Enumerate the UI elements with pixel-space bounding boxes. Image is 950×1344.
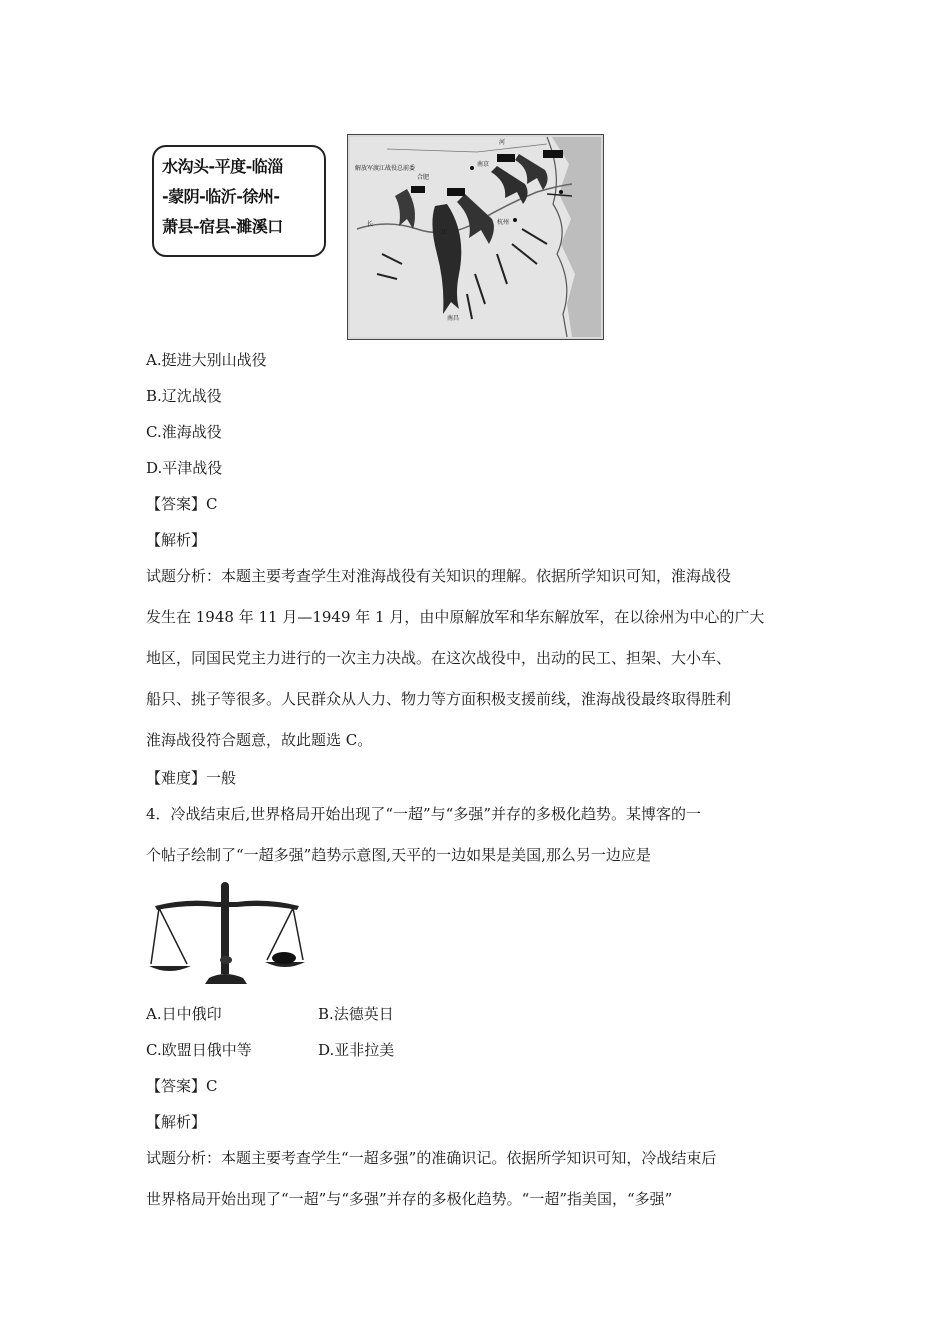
map-label-he: 河: [499, 139, 506, 146]
q3-analysis-line-2: 发生在 1948 年 11 月—1949 年 1 月，由中原解放军和华东解放军，在以徐州为中心的广大: [146, 608, 765, 626]
q4-question-line-1: 4．冷战结束后,世界格局开始出现了“一超”与“多强”并存的多极化趋势。某博客的一: [146, 805, 701, 823]
balance-scale-icon: [147, 880, 307, 990]
map-label-jiang: 江: [441, 229, 448, 236]
q3-difficulty: 【难度】一般: [146, 769, 237, 787]
q4-analysis-line-2: 世界格局开始出现了“一超”与“多强”并存的多极化趋势。“一超”指美国，“多强”: [146, 1190, 673, 1208]
q4-answer: 【答案】C: [146, 1077, 218, 1095]
route-box: [152, 145, 326, 257]
q3-analysis-line-5: 淮海战役符合题意，故此题选 C。: [146, 731, 373, 749]
route-line-2: -蒙阴-临沂-徐州-: [162, 187, 280, 206]
q4-option-a[interactable]: A.日中俄印: [146, 1005, 222, 1023]
q3-analysis-label: 【解析】: [146, 531, 207, 549]
river-crossing-map: [347, 134, 604, 340]
map-label-chang: 长: [367, 221, 374, 228]
map-label-hefei: 合肥: [417, 174, 430, 181]
map-label-nanjing: 南京: [477, 161, 490, 168]
map-label-title: 解放军渡江战役总前委: [355, 165, 416, 172]
q3-option-c[interactable]: C.淮海战役: [146, 423, 222, 441]
route-line-3: 萧县-宿县-濉溪口: [162, 217, 283, 236]
map-label-nanchang: 南昌: [447, 315, 460, 322]
q3-option-b[interactable]: B.辽沈战役: [146, 387, 222, 405]
q4-option-d[interactable]: D.亚非拉美: [318, 1041, 395, 1059]
q3-analysis-line-4: 船只、挑子等很多。人民群众从人力、物力等方面积极支援前线，淮海战役最终取得胜利: [146, 690, 732, 708]
q4-analysis-line-1: 试题分析：本题主要考查学生“一超多强”的准确识记。依据所学知识可知，冷战结束后: [146, 1149, 717, 1167]
q3-answer: 【答案】C: [146, 495, 218, 513]
q4-analysis-label: 【解析】: [146, 1113, 207, 1131]
q4-option-c[interactable]: C.欧盟日俄中等: [146, 1041, 252, 1059]
q3-analysis-line-3: 地区，同国民党主力进行的一次主力决战。在这次战役中，出动的民工、担架、大小车、: [146, 649, 732, 667]
q3-analysis-line-1: 试题分析：本题主要考查学生对淮海战役有关知识的理解。依据所学知识可知，淮海战役: [146, 567, 732, 585]
map-label-hangzhou: 杭州: [497, 219, 510, 226]
q4-option-b[interactable]: B.法德英日: [318, 1005, 394, 1023]
q3-option-a[interactable]: A.挺进大别山战役: [146, 351, 267, 369]
q3-option-d[interactable]: D.平津战役: [146, 459, 223, 477]
q4-question-line-2: 个帖子绘制了“一超多强”趋势示意图,天平的一边如果是美国,那么另一边应是: [146, 846, 651, 864]
route-line-1: 水沟头-平度-临淄: [162, 157, 283, 176]
